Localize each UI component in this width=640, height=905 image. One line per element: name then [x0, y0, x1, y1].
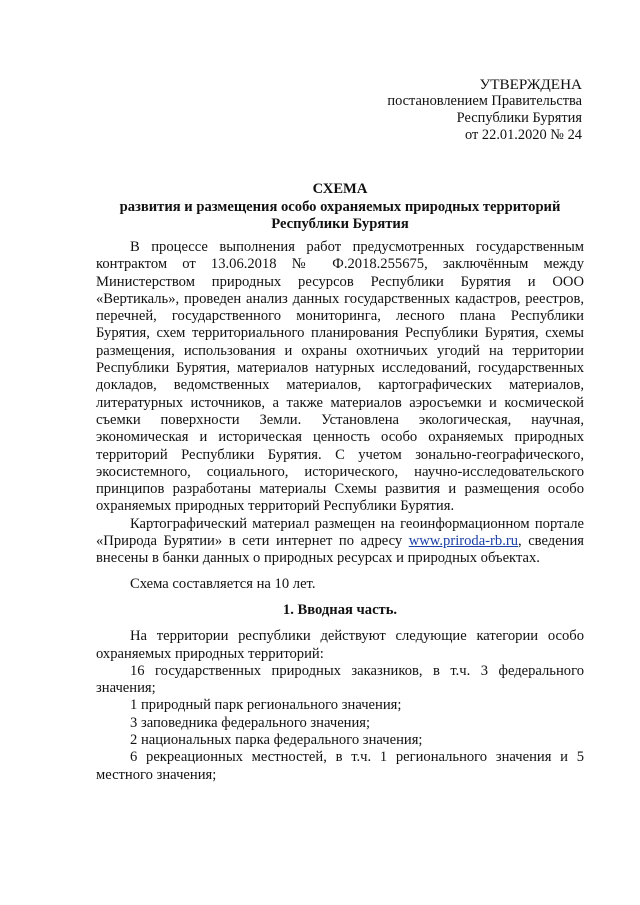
list-item: 1 природный парк регионального значения; — [130, 697, 402, 714]
paragraph-duration: Схема составляется на 10 лет. — [130, 575, 316, 592]
cartography-text: Картографический материал размещен на геоинформационном портале «Природа Бурятии» в сети интернет по адресу — [96, 515, 584, 550]
paragraph-intro: В процессе выполнения работ предусмотренных государственным контрактом от 13.06.2018 № Ф.2018.255675, заключённым между Министерством природных ресурсов Республики Бурятия и ООО «Вертикаль», проведен анализ данных государственных кадастров, реестров, перечней, государственного мониторинга, лесного плана Республики Бурятия, схем территориального планирования Республики Бурятия, схемы размещения, использования и охраны охотничьих угодий на территории Республики Бурятия, материалов натурных исследований, государственных докладов, ведомственных материалов, картографических материалов, литературных источников, а также материалов аэросъемки и космической съемки поверхности Земли. Установлена экологическая, научная, экономическая и историческая ценность особо охраняемых природных территорий Республики Бурятия. С учетом зонально-географического, экосистемного, социального, исторического, научно-исследовательского принципов разработаны материалы Схемы развития и размещения особо охраняемых природных территорий Республики Бурятия. — [96, 239, 584, 515]
approval-line: постановлением Правительства — [387, 93, 582, 109]
list-item: 2 национальных парка федерального значения; — [130, 732, 423, 749]
document-heading — [96, 181, 584, 234]
approval-line: Республики Бурятия — [456, 110, 582, 126]
list-item: 6 рекреационных местностей, в т.ч. 1 регионального значения и 5 местного значения; — [96, 749, 584, 783]
approval-title: УТВЕРЖДЕНА — [479, 76, 582, 93]
paragraph-categories: На территории республики действуют следующие категории особо охраняемых природных территорий: — [96, 628, 584, 662]
document-body — [96, 239, 584, 784]
approval-date: от 22.01.2020 № 24 — [465, 127, 582, 143]
list-item: 16 государственных природных заказников, в т.ч. 3 федерального значения; — [96, 662, 584, 697]
section-title: 1. Вводная часть. — [282, 601, 398, 618]
heading-subtitle: развития и размещения особо охраняемых природных территорий — [119, 198, 561, 215]
heading-subtitle: Республики Бурятия — [271, 216, 409, 232]
paragraph-cartography — [96, 516, 584, 568]
priroda-rb-link[interactable]: www.priroda-rb.ru — [408, 533, 519, 550]
cartography-text-end: , сведения внесены в банки данных о природных ресурсах и природных объектах. — [96, 533, 584, 567]
heading-title: СХЕМА — [312, 181, 368, 197]
approval-stamp — [387, 76, 582, 144]
list-item: 3 заповедника федерального значения; — [130, 714, 371, 731]
